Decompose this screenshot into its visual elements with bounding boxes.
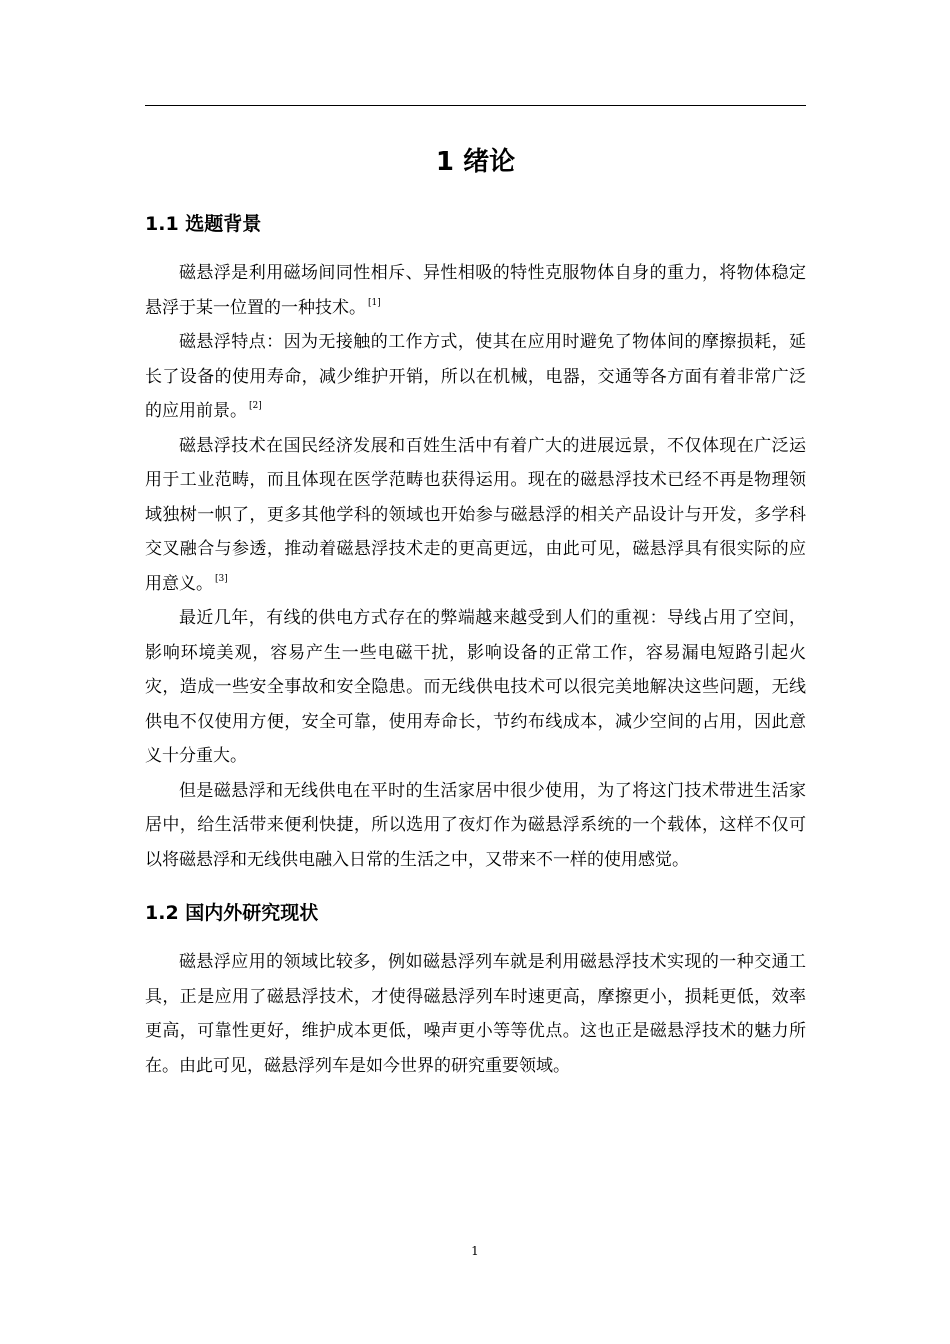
citation-ref: [3] (215, 573, 228, 584)
chapter-title: 1 绪论 (435, 147, 516, 177)
paragraph: 磁悬浮应用的领域比较多，例如磁悬浮列车就是利用磁悬浮技术实现的一种交通工具，正是应用了磁悬浮技术，才使得磁悬浮列车时速更高，摩擦更小，损耗更低，效率更高，可靠性更好，维护成本更低，噪声更小等等优点。这也正是磁悬浮技术的魅力所在。由此可见，磁悬浮列车是如今世界的研究重要领域。 (145, 952, 806, 1076)
paragraph: 磁悬浮技术在国民经济发展和百姓生活中有着广大的进展远景，不仅体现在广泛运用于工业范畴，而且体现在医学范畴也获得运用。现在的磁悬浮技术已经不再是物理领域独树一帜了，更多其他学科的领域也开始参与磁悬浮的相关产品设计与开发，多学科交叉融合与参透，推动着磁悬浮技术走的更高更远，由此可见，磁悬浮具有很实际的应用意义。 [3] (145, 435, 806, 594)
citation-ref: [1] (368, 297, 381, 308)
section-body-research-status (145, 945, 806, 1083)
section-title-background: 1.1 选题背景 (145, 213, 262, 235)
paragraph: 磁悬浮特点：因为无接触的工作方式，使其在应用时避免了物体间的摩擦损耗，延长了设备的使用寿命，减少维护开销，所以在机械，电器，交通等各方面有着非常广泛的应用前景。 [2] (145, 332, 806, 421)
paragraph: 最近几年，有线的供电方式存在的弊端越来越受到人们的重视：导线占用了空间，影响环境美观，容易产生一些电磁干扰，影响设备的正常工作，容易漏电短路引起火灾，造成一些安全事故和安全隐患。而无线供电技术可以很完美地解决这些问题，无线供电不仅使用方便，安全可靠，使用寿命长，节约布线成本，减少空间的占用，因此意义十分重大。 (145, 608, 806, 766)
page-content (145, 140, 806, 1083)
paragraph: 磁悬浮是利用磁场间同性相斥、异性相吸的特性克服物体自身的重力，将物体稳定悬浮于某一位置的一种技术。 [1] (145, 263, 806, 318)
header-rule (145, 105, 806, 106)
paragraph: 但是磁悬浮和无线供电在平时的生活家居中很少使用，为了将这门技术带进生活家居中，给生活带来便利快捷，所以选用了夜灯作为磁悬浮系统的一个载体，这样不仅可以将磁悬浮和无线供电融入日常的生活之中，又带来不一样的使用感觉。 (145, 780, 806, 870)
citation-ref: [2] (249, 401, 262, 411)
page-number: 1 (471, 1244, 479, 1258)
section-title-research-status: 1.2 国内外研究现状 (145, 902, 319, 924)
section-body-background (145, 256, 806, 877)
